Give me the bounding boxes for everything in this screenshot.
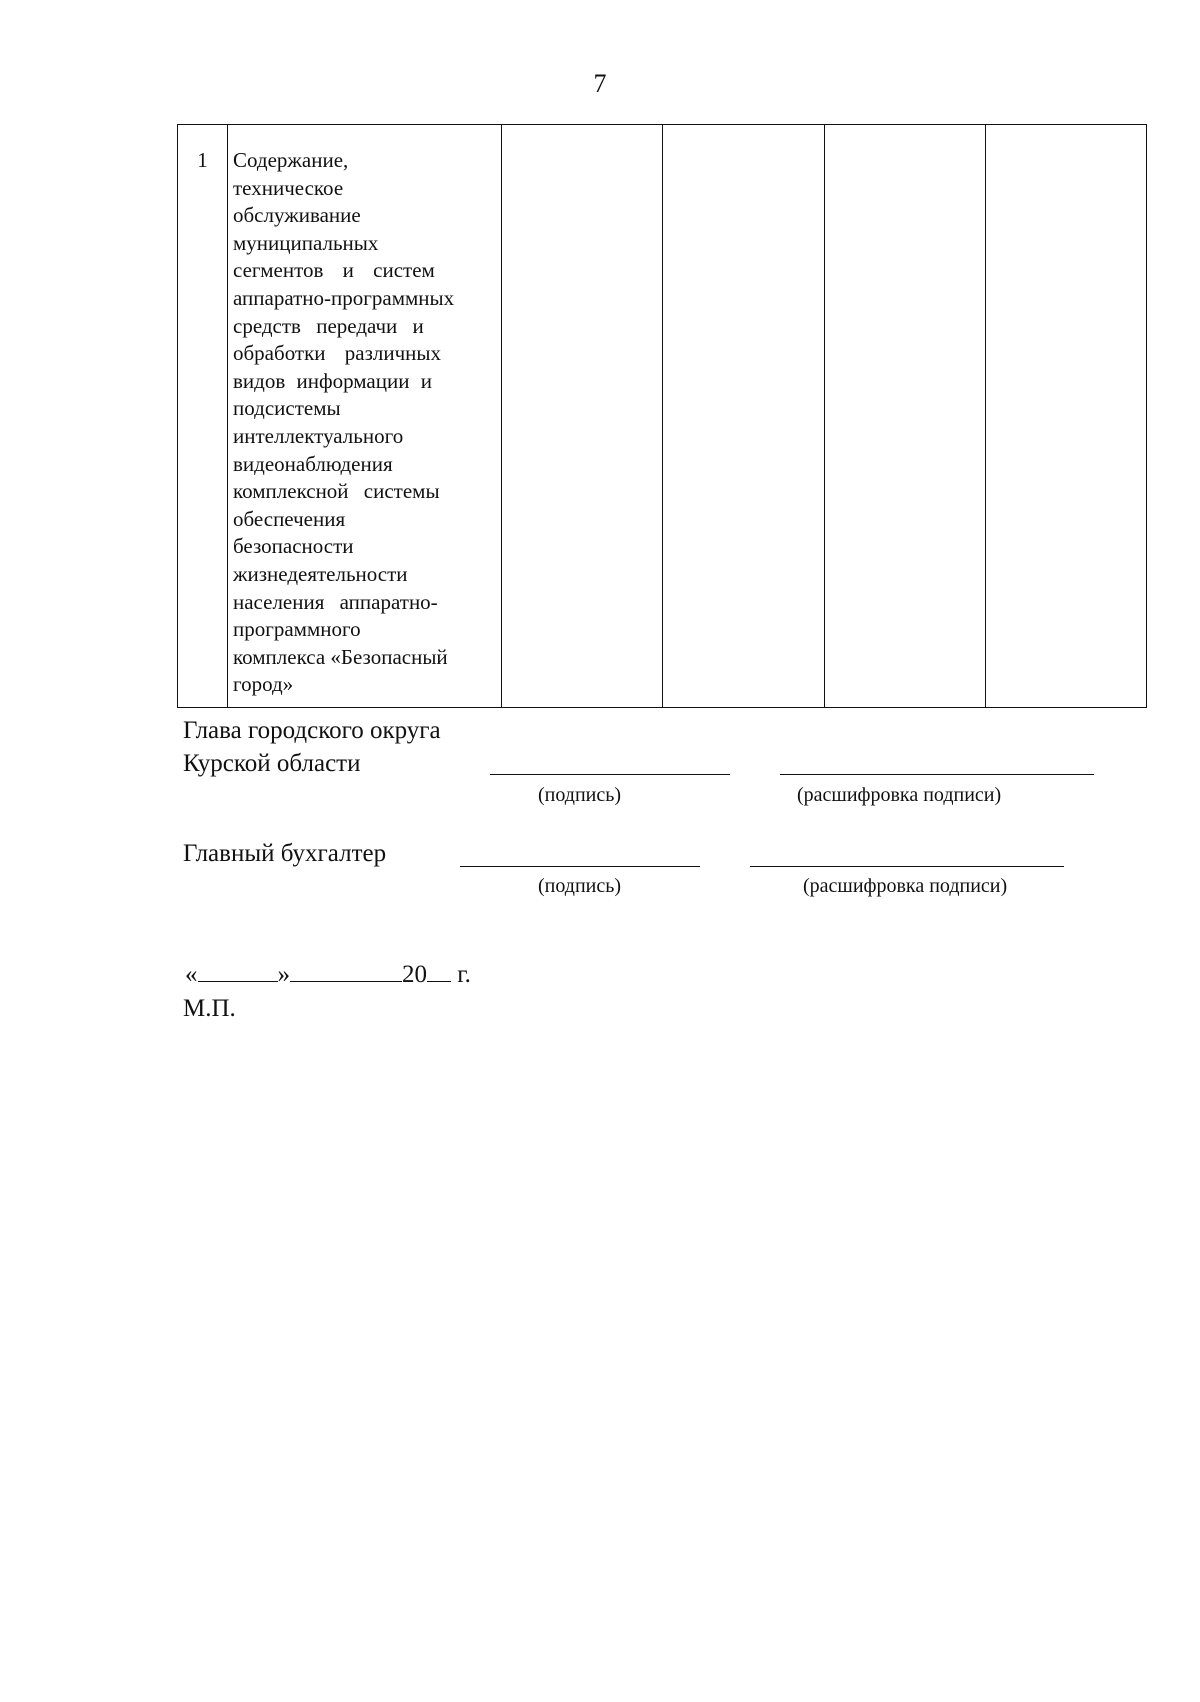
- date-suffix: г.: [457, 961, 471, 988]
- date-year-blank[interactable]: [427, 959, 451, 982]
- row-name-line: техническое: [233, 175, 344, 200]
- row-name-line: населения аппаратно-: [233, 589, 438, 614]
- empty-cell: [824, 125, 985, 708]
- date-year-prefix: 20: [402, 961, 427, 988]
- row-name-line: комплексной системы: [233, 479, 440, 504]
- head-title-line2: Курской области: [183, 750, 361, 777]
- budget-table: [177, 124, 1147, 708]
- row-name-line: город»: [233, 672, 294, 697]
- date-line: [185, 959, 471, 991]
- empty-cell: [985, 125, 1146, 708]
- accountant-title: Главный бухгалтер: [183, 840, 387, 867]
- row-name-line: подсистемы: [233, 396, 341, 421]
- row-name-line: сегментов и систем: [233, 258, 435, 283]
- row-name-line: жизнедеятельности: [233, 561, 408, 586]
- date-close-quote: »: [277, 961, 290, 988]
- row-name-line: видов информации и: [233, 368, 432, 393]
- stamp-label: М.П.: [183, 995, 236, 1022]
- row-name-line: интеллектуального: [233, 423, 404, 448]
- row-name-line: комплекса «Безопасный: [233, 644, 448, 669]
- head-decode-line[interactable]: [780, 774, 1094, 775]
- row-name-line: средств передачи и: [233, 313, 424, 338]
- date-month-blank[interactable]: [290, 959, 402, 982]
- row-name-line: программного: [233, 617, 361, 642]
- page-number: 7: [593, 69, 607, 98]
- date-day-blank[interactable]: [198, 959, 278, 982]
- row-number: 1: [178, 125, 228, 708]
- accountant-decode-line[interactable]: [750, 866, 1064, 867]
- row-name-line: аппаратно-программных: [233, 285, 455, 310]
- accountant-signature-line[interactable]: [460, 866, 700, 867]
- accountant-signature-caption: (подпись): [538, 875, 622, 897]
- accountant-decode-caption: (расшифровка подписи): [803, 875, 1008, 897]
- row-name: [228, 125, 502, 708]
- table-row: [178, 125, 1147, 708]
- row-name-line: обработки различных: [233, 341, 442, 366]
- head-decode-caption: (расшифровка подписи): [797, 784, 1002, 806]
- row-name-line: Содержание,: [233, 148, 349, 172]
- empty-cell: [502, 125, 663, 708]
- empty-cell: [663, 125, 824, 708]
- row-name-line: безопасности: [233, 534, 354, 559]
- row-name-line: обеспечения: [233, 506, 346, 531]
- row-name-line: обслуживание: [233, 203, 361, 228]
- row-name-line: видеонаблюдения: [233, 451, 393, 476]
- head-signature-line[interactable]: [490, 774, 730, 775]
- head-title-line1: Глава городского округа: [183, 717, 441, 744]
- date-open-quote: «: [185, 961, 198, 988]
- row-name-line: муниципальных: [233, 230, 379, 255]
- head-signature-caption: (подпись): [538, 784, 622, 806]
